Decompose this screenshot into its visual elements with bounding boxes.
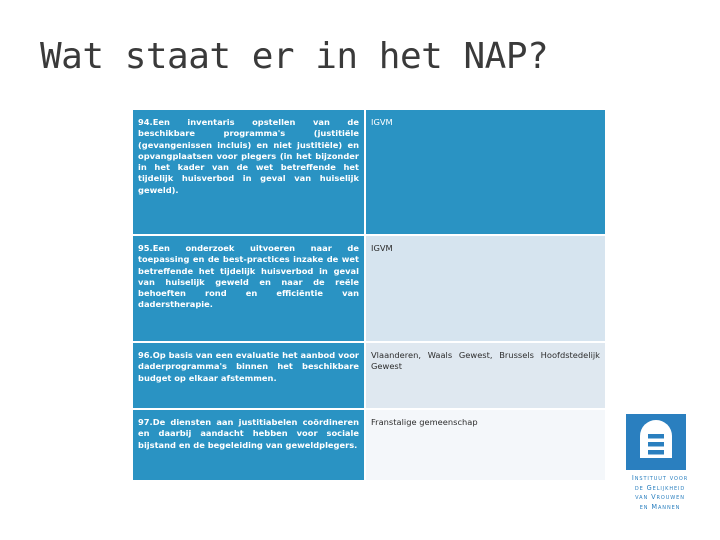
measure-cell: 95.Een onderzoek uitvoeren naar de toepassing en de best-practices inzake de wet betreffende het tijdelijk huisverbod in geval van huiselijk geweld en naar de reële behoeften rond en efficiëntie van daderstherapie.	[132, 235, 365, 342]
equality-logo-icon	[626, 414, 686, 470]
measure-cell: 97.De diensten aan justitiabelen coördineren en daarbij aandacht hebben voor sociale bijstand en de begeleiding van geweldplegers.	[132, 409, 365, 481]
logo-line: Instituut voor	[631, 474, 689, 482]
slide-title: Wat staat er in het NAP?	[40, 36, 549, 77]
responsible-cell	[365, 342, 606, 409]
logo-line: en Mannen	[639, 502, 681, 511]
responsible-label: Franstalige gemeenschap	[371, 417, 478, 427]
logo-wordmark	[612, 474, 708, 512]
logo-line: van Vrouwen	[635, 493, 685, 502]
measure-cell: 94.Een inventaris opstellen van de beschikbare programma's (justitiële (gevangenissen incluis) en niet justitiële) en opvangplaatsen voor plegers (in het bijzonder in het kader van de wet betreffende het tijdelijk huisverbod in geval van huiselijk geweld).	[132, 109, 365, 235]
responsible-label: Vlaanderen, Waals Gewest, Brussels Hoofdstedelijk Gewest	[371, 350, 600, 372]
logo-line: de Gelijkheid	[634, 483, 686, 492]
table-row	[132, 235, 606, 342]
responsible-label: IGVM	[371, 243, 393, 253]
table-row	[132, 409, 606, 481]
table-row	[132, 109, 606, 235]
measures-table	[131, 108, 607, 482]
responsible-cell	[365, 409, 606, 481]
responsible-cell	[365, 235, 606, 342]
responsible-label: IGVM	[371, 117, 393, 127]
institute-logo	[612, 414, 708, 526]
table-row	[132, 342, 606, 409]
measure-cell: 96.Op basis van een evaluatie het aanbod voor daderprogramma's binnen het beschikbare budget op elkaar afstemmen.	[132, 342, 365, 409]
responsible-cell	[365, 109, 606, 235]
